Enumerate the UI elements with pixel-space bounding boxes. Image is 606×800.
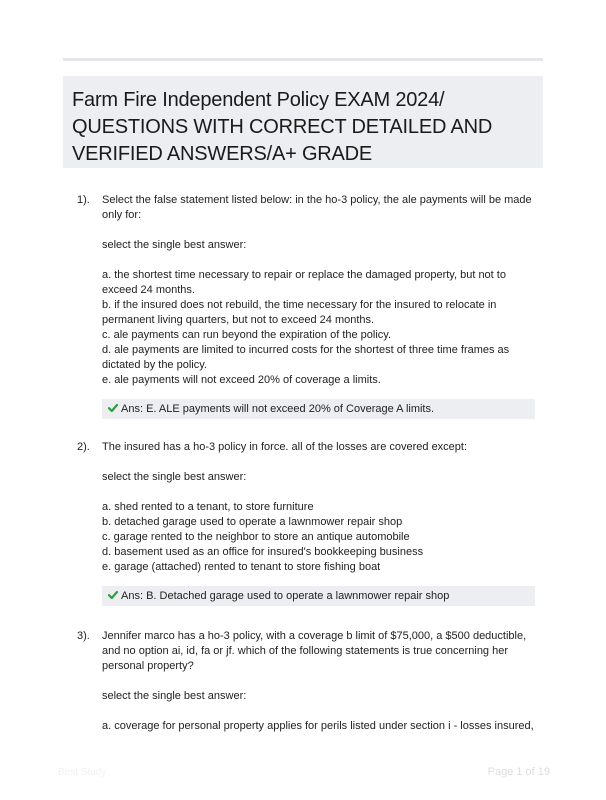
title-line: Farm Fire Independent Policy EXAM 2024/	[72, 89, 445, 111]
answer-text: Ans: E. ALE payments will not exceed 20% of Coverage A limits.	[121, 403, 435, 415]
option-list	[102, 268, 540, 388]
answer-box	[102, 586, 535, 606]
option-item: a. the shortest time necessary to repair or replace the damaged property, but not to exceed 24 months.	[102, 269, 506, 296]
option-item: e. garage (attached) rented to tenant to store fishing boat	[102, 561, 381, 573]
question-instruction: select the single best answer:	[102, 690, 247, 702]
question-number: 2).	[77, 441, 90, 453]
question-instruction: select the single best answer:	[102, 471, 247, 483]
question-body	[102, 629, 540, 734]
question-prompt: The insured has a ho-3 policy in force. all of the losses are covered except:	[102, 441, 468, 453]
question-prompt: Jennifer marco has a ho-3 policy, with a coverage b limit of $75,000, a $500 deductible, and no option ai, id, fa or jf. which of the following statements is true concerning her personal property?	[102, 630, 527, 672]
footer-brand-watermark: Best Study	[58, 767, 107, 778]
option-item: d. basement used as an office for insured's bookkeeping business	[102, 546, 424, 558]
option-item: b. if the insured does not rebuild, the time necessary for the insured to relocate in permanent living quarters, but not to exceed 24 months.	[102, 299, 497, 326]
option-item: d. ale payments are limited to incurred costs for the shortest of three time frames as dictated by the policy.	[102, 344, 510, 371]
question-prompt: Select the false statement listed below: in the ho-3 policy, the ale payments will be made only for:	[102, 194, 532, 221]
document-title	[72, 87, 537, 168]
question-number: 3).	[77, 630, 90, 642]
title-line: QUESTIONS WITH CORRECT DETAILED AND	[72, 116, 493, 138]
option-item: b. detached garage used to operate a lawnmower repair shop	[102, 516, 403, 528]
title-line: VERIFIED ANSWERS/A+ GRADE	[72, 143, 373, 165]
check-icon	[108, 403, 118, 413]
option-item: e. ale payments will not exceed 20% of coverage a limits.	[102, 374, 381, 386]
question-instruction: select the single best answer:	[102, 239, 247, 251]
top-divider	[63, 58, 543, 61]
question-body	[102, 193, 540, 419]
answer-text: Ans: B. Detached garage used to operate a lawnmower repair shop	[121, 590, 450, 602]
answer-box	[102, 399, 535, 419]
check-icon	[108, 590, 118, 600]
option-list	[102, 500, 540, 575]
option-item: a. shed rented to a tenant, to store furniture	[102, 501, 314, 513]
title-box	[63, 76, 543, 168]
option-item: a. coverage for personal property applies for perils listed under section i - losses insured,	[102, 720, 534, 732]
question-number: 1).	[77, 194, 90, 206]
page-indicator: Page 1 of 19	[487, 766, 550, 778]
option-list	[102, 719, 540, 734]
option-item: c. garage rented to the neighbor to store an antique automobile	[102, 531, 410, 543]
option-item: c. ale payments can run beyond the expiration of the policy.	[102, 329, 392, 341]
question-body	[102, 440, 540, 606]
